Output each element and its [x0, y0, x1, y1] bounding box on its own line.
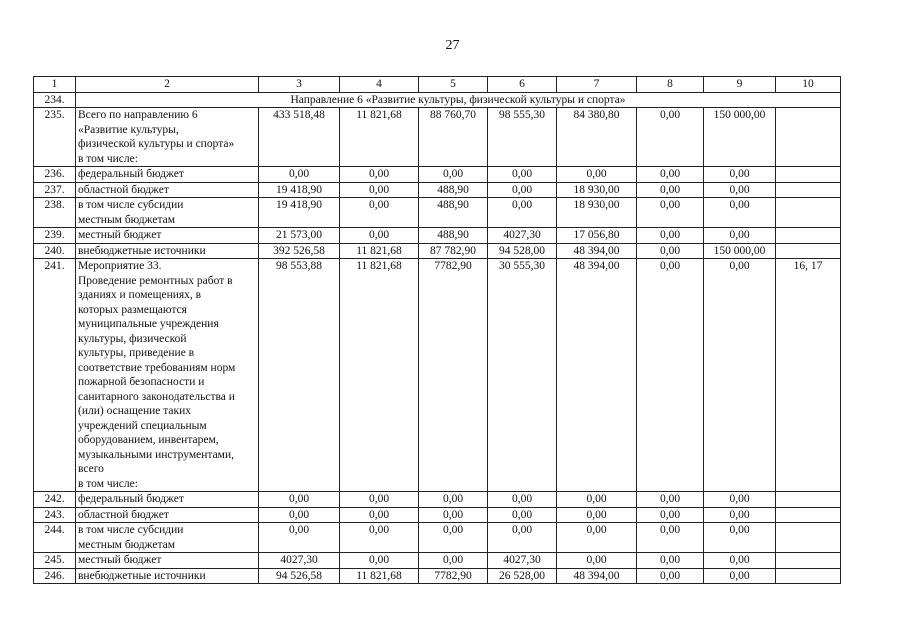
value-cell: 0,00	[340, 507, 419, 523]
value-cell: 0,00	[259, 507, 340, 523]
value-cell: 0,00	[637, 198, 704, 228]
value-cell: 0,00	[637, 568, 704, 584]
row-label: областной бюджет	[76, 507, 259, 523]
column-header: 7	[557, 77, 637, 93]
value-cell: 0,00	[637, 243, 704, 259]
value-cell: 0,00	[704, 553, 776, 569]
note-cell	[776, 553, 841, 569]
row-label: местный бюджет	[76, 228, 259, 244]
value-cell: 0,00	[637, 182, 704, 198]
value-cell: 0,00	[704, 507, 776, 523]
value-cell: 0,00	[340, 553, 419, 569]
value-cell: 488,90	[419, 228, 488, 244]
value-cell: 0,00	[557, 492, 637, 508]
value-cell: 0,00	[419, 553, 488, 569]
row-number: 236.	[34, 167, 76, 183]
value-cell: 0,00	[557, 167, 637, 183]
value-cell: 0,00	[637, 523, 704, 553]
value-cell: 0,00	[704, 182, 776, 198]
row-label: Всего по направлению 6 «Развитие культуры, физической культуры и спорта» в том числе:	[76, 108, 259, 167]
value-cell: 0,00	[419, 523, 488, 553]
value-cell: 0,00	[704, 167, 776, 183]
row-label: областной бюджет	[76, 182, 259, 198]
value-cell: 0,00	[340, 492, 419, 508]
value-cell: 98 555,30	[488, 108, 557, 167]
value-cell: 4027,30	[488, 553, 557, 569]
row-number: 238.	[34, 198, 76, 228]
page-number: 27	[445, 38, 460, 53]
table-row	[34, 259, 841, 492]
row-number: 239.	[34, 228, 76, 244]
note-cell	[776, 523, 841, 553]
value-cell: 0,00	[259, 523, 340, 553]
column-header: 9	[704, 77, 776, 93]
value-cell: 0,00	[557, 553, 637, 569]
note-cell	[776, 198, 841, 228]
value-cell: 84 380,80	[557, 108, 637, 167]
value-cell: 0,00	[637, 553, 704, 569]
value-cell: 88 760,70	[419, 108, 488, 167]
value-cell: 48 394,00	[557, 243, 637, 259]
value-cell: 4027,30	[259, 553, 340, 569]
value-cell: 0,00	[340, 182, 419, 198]
note-cell	[776, 507, 841, 523]
value-cell: 0,00	[488, 523, 557, 553]
value-cell: 98 553,88	[259, 259, 340, 492]
value-cell: 48 394,00	[557, 259, 637, 492]
note-cell	[776, 108, 841, 167]
value-cell: 150 000,00	[704, 243, 776, 259]
row-label: внебюджетные источники	[76, 568, 259, 584]
table-body	[34, 77, 841, 584]
value-cell: 94 528,00	[488, 243, 557, 259]
value-cell: 17 056,80	[557, 228, 637, 244]
value-cell: 0,00	[637, 492, 704, 508]
table-row	[34, 167, 841, 183]
table-row	[34, 108, 841, 167]
table-row	[34, 553, 841, 569]
value-cell: 0,00	[340, 228, 419, 244]
value-cell: 11 821,68	[340, 243, 419, 259]
value-cell: 0,00	[637, 108, 704, 167]
note-cell	[776, 228, 841, 244]
value-cell: 0,00	[704, 568, 776, 584]
row-label: федеральный бюджет	[76, 492, 259, 508]
column-header: 10	[776, 77, 841, 93]
row-number: 235.	[34, 108, 76, 167]
row-label: в том числе субсидии местным бюджетам	[76, 198, 259, 228]
value-cell: 0,00	[259, 492, 340, 508]
value-cell: 7782,90	[419, 259, 488, 492]
note-cell: 16, 17	[776, 259, 841, 492]
value-cell: 94 526,58	[259, 568, 340, 584]
table-row	[34, 492, 841, 508]
note-cell	[776, 492, 841, 508]
row-number: 246.	[34, 568, 76, 584]
row-number: 240.	[34, 243, 76, 259]
value-cell: 0,00	[488, 492, 557, 508]
table-row	[34, 182, 841, 198]
table-row	[34, 228, 841, 244]
value-cell: 18 930,00	[557, 182, 637, 198]
value-cell: 0,00	[419, 492, 488, 508]
value-cell: 0,00	[259, 167, 340, 183]
value-cell: 0,00	[488, 167, 557, 183]
note-cell	[776, 167, 841, 183]
value-cell: 0,00	[637, 259, 704, 492]
row-label: в том числе субсидии местным бюджетам	[76, 523, 259, 553]
row-label: Мероприятие 33. Проведение ремонтных работ в зданиях и помещениях, в которых размещаются муниципальные учреждения культуры, физической культуры, приведение в соответствие требованиям норм пожарной безопасности и санитарного законодательства и (или) оснащение таких учреждений специальным оборудованием, инвентарем, музыкальными инструментами, всего в том числе:	[76, 259, 259, 492]
value-cell: 0,00	[419, 167, 488, 183]
section-title: Направление 6 «Развитие культуры, физической культуры и спорта»	[76, 92, 841, 108]
value-cell: 0,00	[419, 507, 488, 523]
row-number: 241.	[34, 259, 76, 492]
row-label: внебюджетные источники	[76, 243, 259, 259]
value-cell: 0,00	[704, 228, 776, 244]
value-cell: 0,00	[340, 167, 419, 183]
value-cell: 21 573,00	[259, 228, 340, 244]
value-cell: 0,00	[340, 523, 419, 553]
value-cell: 30 555,30	[488, 259, 557, 492]
value-cell: 0,00	[637, 507, 704, 523]
row-number: 243.	[34, 507, 76, 523]
value-cell: 392 526,58	[259, 243, 340, 259]
table-row	[34, 243, 841, 259]
budget-table	[33, 76, 841, 584]
value-cell: 11 821,68	[340, 568, 419, 584]
column-header: 3	[259, 77, 340, 93]
table-row	[34, 568, 841, 584]
row-number: 245.	[34, 553, 76, 569]
section-row	[34, 92, 841, 108]
note-cell	[776, 568, 841, 584]
table-row	[34, 507, 841, 523]
table-row	[34, 198, 841, 228]
value-cell: 11 821,68	[340, 108, 419, 167]
value-cell: 488,90	[419, 182, 488, 198]
value-cell: 0,00	[704, 523, 776, 553]
row-number: 244.	[34, 523, 76, 553]
value-cell: 18 930,00	[557, 198, 637, 228]
value-cell: 0,00	[557, 523, 637, 553]
value-cell: 150 000,00	[704, 108, 776, 167]
value-cell: 0,00	[637, 167, 704, 183]
column-header: 5	[419, 77, 488, 93]
value-cell: 0,00	[488, 182, 557, 198]
value-cell: 11 821,68	[340, 259, 419, 492]
row-number: 234.	[34, 92, 76, 108]
row-number: 237.	[34, 182, 76, 198]
value-cell: 0,00	[488, 507, 557, 523]
value-cell: 7782,90	[419, 568, 488, 584]
row-label: местный бюджет	[76, 553, 259, 569]
value-cell: 0,00	[557, 507, 637, 523]
column-header: 1	[34, 77, 76, 93]
value-cell: 0,00	[704, 492, 776, 508]
value-cell: 87 782,90	[419, 243, 488, 259]
value-cell: 0,00	[704, 198, 776, 228]
table-row	[34, 523, 841, 553]
value-cell: 0,00	[340, 198, 419, 228]
row-label: федеральный бюджет	[76, 167, 259, 183]
value-cell: 488,90	[419, 198, 488, 228]
value-cell: 4027,30	[488, 228, 557, 244]
column-header: 4	[340, 77, 419, 93]
value-cell: 19 418,90	[259, 198, 340, 228]
header-row	[34, 77, 841, 93]
value-cell: 0,00	[637, 228, 704, 244]
value-cell: 48 394,00	[557, 568, 637, 584]
value-cell: 26 528,00	[488, 568, 557, 584]
column-header: 6	[488, 77, 557, 93]
note-cell	[776, 243, 841, 259]
value-cell: 0,00	[704, 259, 776, 492]
column-header: 2	[76, 77, 259, 93]
column-header: 8	[637, 77, 704, 93]
value-cell: 0,00	[488, 198, 557, 228]
row-number: 242.	[34, 492, 76, 508]
note-cell	[776, 182, 841, 198]
value-cell: 19 418,90	[259, 182, 340, 198]
value-cell: 433 518,48	[259, 108, 340, 167]
